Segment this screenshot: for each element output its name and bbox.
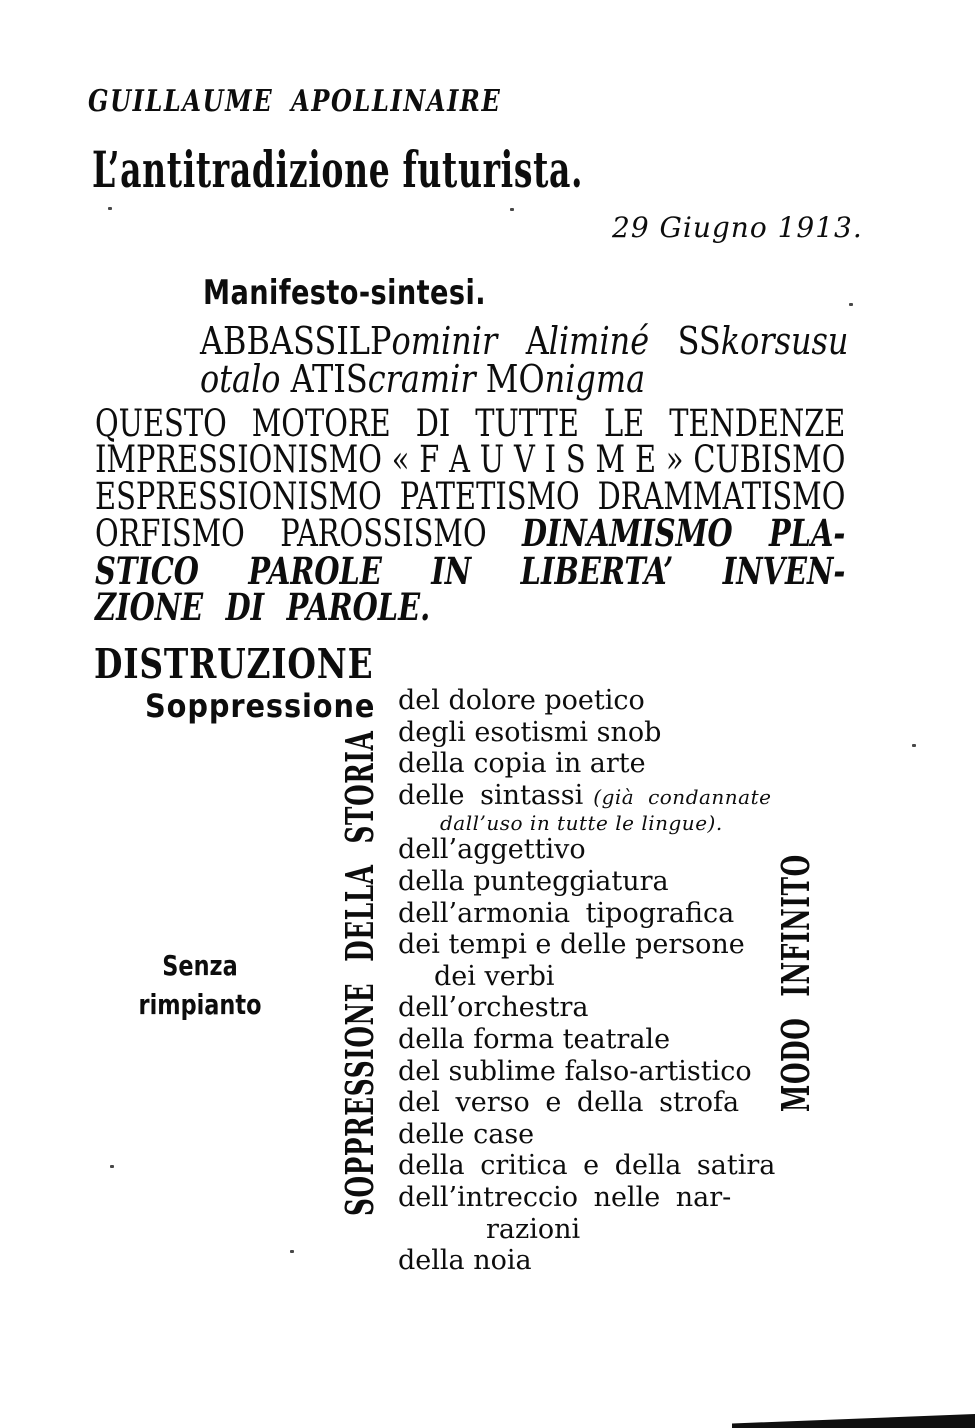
- sound-poem-line-2: [200, 357, 848, 401]
- label-soppressione: Soppressione: [145, 687, 376, 725]
- list-item: [398, 1025, 898, 1057]
- list-item-text: degli esotismi snob: [398, 716, 662, 748]
- list-item-text: dei verbi: [434, 960, 555, 992]
- motto-line-6: ZIONE DI PAROLE.: [95, 585, 431, 630]
- date-line: 29 Giugno 1913.: [612, 211, 863, 244]
- list-item-text: dell’orchestra: [398, 992, 589, 1024]
- sound-poem-segment: korsusu: [720, 319, 849, 363]
- rimpianto-line: rimpianto: [138, 988, 262, 1021]
- list-item: [398, 1183, 898, 1215]
- list-item-text: del dolore poetico: [398, 685, 645, 716]
- list-item: [398, 1246, 898, 1278]
- list-item-text: dell’intreccio nelle nar-: [398, 1181, 732, 1213]
- list-item: [398, 867, 898, 899]
- list-item-text: dell’armonia tipografica: [398, 897, 735, 929]
- list-item: [398, 1151, 898, 1183]
- list-item-text: dell’aggettivo: [398, 834, 586, 866]
- list-item: [398, 962, 898, 994]
- sound-poem-segment: A: [525, 319, 549, 363]
- list-item-text: del verso e della strofa: [398, 1087, 740, 1119]
- motto-line-4: [95, 511, 846, 556]
- sound-poem-block: [200, 319, 849, 401]
- sound-poem-segment: nigma: [544, 357, 646, 401]
- sound-poem-segment: liminé: [548, 319, 678, 363]
- author-name: GUILLAUME APOLLINAIRE: [88, 84, 502, 119]
- vertical-label-modo-infinito: MODO INFINITO: [773, 854, 818, 1112]
- list-item: [398, 781, 898, 813]
- section-heading-distruzione: DISTRUZIONE: [94, 640, 374, 688]
- list-item-note: (già condannate: [593, 784, 772, 809]
- page-gutter-shadow: [732, 1413, 975, 1428]
- list-item: [398, 993, 898, 1025]
- list-item-text: della punteggiatura: [398, 865, 669, 897]
- list-item: [398, 686, 898, 718]
- list-item-text: del sublime falso-artistico: [398, 1055, 752, 1087]
- list-item-text: dei tempi e delle persone: [398, 929, 745, 961]
- list-item: [398, 930, 898, 962]
- list-item: [398, 899, 898, 931]
- list-item: [398, 1057, 898, 1089]
- motto-line-5: STICO PAROLE IN LIBERTA’ INVEN-: [95, 548, 846, 593]
- list-item: [398, 1215, 898, 1247]
- sound-poem-segment: SS: [677, 319, 721, 363]
- sound-poem-segment: ATIS: [290, 357, 368, 401]
- list-item: [398, 749, 898, 781]
- list-item-text: dall’uso in tutte le lingue).: [440, 811, 723, 836]
- sound-poem-segment: MO: [485, 357, 545, 401]
- scan-speck: [510, 208, 514, 211]
- list-item-text: della copia in arte: [398, 748, 646, 780]
- sound-poem-segment: ominir: [391, 319, 526, 363]
- sound-poem-segment: cramir: [367, 357, 486, 401]
- list-item: [398, 718, 898, 750]
- label-senza-rimpianto: [126, 946, 273, 1024]
- list-item-text: della noia: [398, 1245, 532, 1277]
- motto-segment: ORFISMO PAROSSISMO: [95, 512, 523, 556]
- list-item: [398, 1120, 898, 1152]
- motto-segment: DINAMISMO PLA-: [522, 511, 846, 556]
- scan-speck: [912, 744, 916, 747]
- list-item-text: delle case: [398, 1118, 535, 1150]
- motto-line-1: QUESTO MOTORE DI TUTTE LE TENDENZE: [95, 402, 846, 445]
- list-item-text: razioni: [486, 1213, 581, 1245]
- motto-line-2: IMPRESSIONISMO « F A U V I S M E » CUBISMO: [95, 438, 846, 482]
- sound-poem-segment: otalo: [200, 357, 291, 401]
- senza-line: Senza: [162, 949, 238, 982]
- list-item-text: della forma teatrale: [398, 1023, 671, 1055]
- vertical-label-soppressione-della-storia: SOPPRESSIONE DELLA STORIA: [337, 730, 382, 1216]
- scan-speck: [290, 1250, 294, 1253]
- list-item: [398, 835, 898, 867]
- subtitle-manifesto-sintesi: Manifesto-sintesi.: [203, 273, 486, 313]
- list-item: [398, 812, 898, 835]
- suppression-list: [398, 686, 898, 1278]
- scan-speck: [849, 303, 853, 306]
- tendencies-block: [95, 402, 846, 630]
- list-item-text: della critica e della satira: [398, 1150, 776, 1182]
- motto-line-3: ESPRESSIONISMO PATETISMO DRAMMATISMO: [95, 474, 846, 518]
- sound-poem-segment: ABBASSILP: [200, 319, 392, 363]
- page-title: L’antitradizione futurista.: [92, 140, 584, 199]
- scan-speck: [108, 207, 112, 210]
- scan-speck: [110, 1165, 114, 1168]
- list-item: [398, 1088, 898, 1120]
- list-item-text: delle sintassi: [398, 779, 584, 811]
- sound-poem-line-1: [200, 319, 849, 363]
